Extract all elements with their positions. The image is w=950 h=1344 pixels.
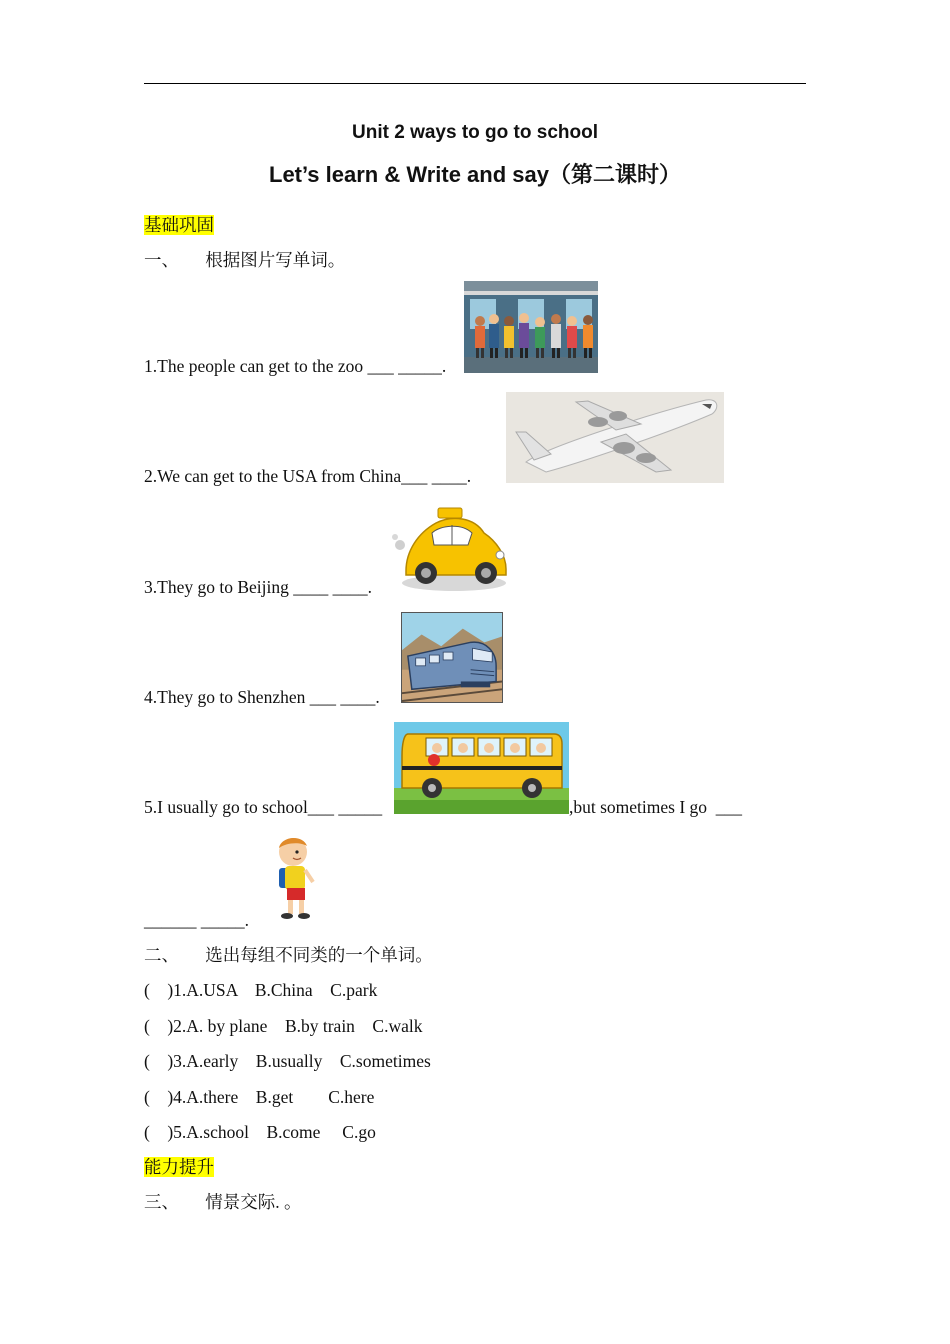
choice-question-4: ( )4.A.there B.get C.here xyxy=(144,1087,375,1107)
choice-question-1: ( )1.A.USA B.China C.park xyxy=(144,980,378,1000)
choice-question-3: ( )3.A.early B.usually C.sometimes xyxy=(144,1051,431,1071)
walking-boy-icon xyxy=(257,832,322,924)
page-title: Unit 2 ways to go to school xyxy=(352,122,598,143)
part3-heading: 三、 情景交际. 。 xyxy=(144,1192,302,1212)
choice-question-5: ( )5.A.school B.come C.go xyxy=(144,1122,376,1142)
subway-icon xyxy=(464,281,598,373)
taxi-icon xyxy=(392,503,512,593)
question-1: 1.The people can get to the zoo ___ _____. xyxy=(144,356,447,376)
part2-heading: 二、 选出每组不同类的一个单词。 xyxy=(144,945,433,965)
plane-icon xyxy=(506,392,724,483)
question-5-part2: ,but sometimes I go ___ xyxy=(569,797,743,817)
question-4: 4.They go to Shenzhen ___ ____. xyxy=(144,687,380,707)
train-icon xyxy=(401,612,503,703)
question-2: 2.We can get to the USA from China___ ____. xyxy=(144,466,472,486)
section-label-text: 基础巩固 xyxy=(144,215,214,235)
section-label-improve xyxy=(144,1156,214,1178)
choice-question-2: ( )2.A. by plane B.by train C.walk xyxy=(144,1016,423,1036)
section-label-text: 能力提升 xyxy=(144,1157,214,1177)
question-3: 3.They go to Beijing ____ ____. xyxy=(144,577,372,597)
page-subtitle: Let’s learn & Write and say（第二课时） xyxy=(269,162,681,187)
question-5-part3: ______ _____. xyxy=(144,910,249,930)
section-label-basic xyxy=(144,214,214,236)
part1-heading: 一、 根据图片写单词。 xyxy=(144,250,346,270)
school-bus-icon xyxy=(394,722,569,814)
question-5-part1: 5.I usually go to school___ _____ xyxy=(144,797,383,817)
header-rule xyxy=(144,83,806,84)
